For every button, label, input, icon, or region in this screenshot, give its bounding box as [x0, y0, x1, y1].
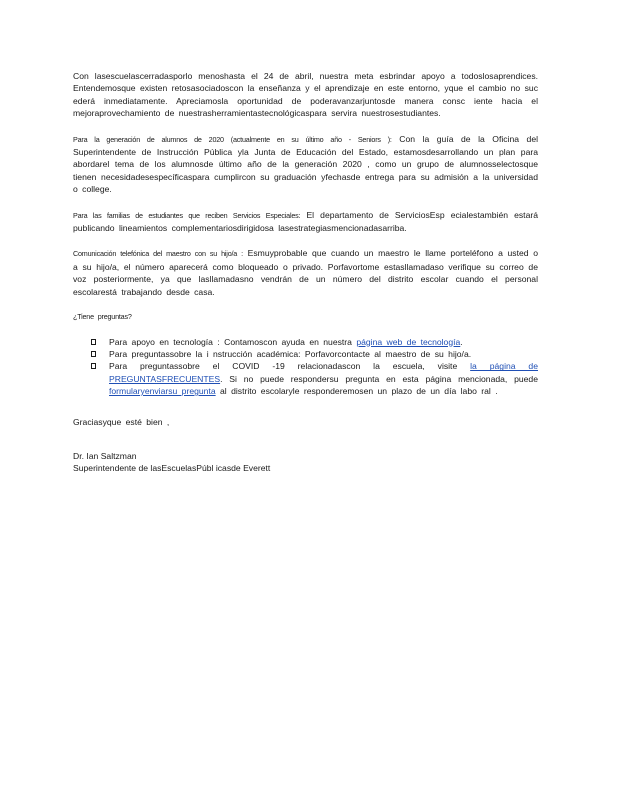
- phone-paragraph: [73, 247, 538, 298]
- intro-paragraph: Con lasescuelascerradasporlo menoshasta el 24 de abril, nuestra meta esbrindar apoyo a todoslosaprendices. Entendemosque existen retosasociadoscon la enseñanza y el aprendizaje en este entorno, yque el cambio no suc ederá inmediatamente. Apreciamosla oportunidad de poderavanzarjuntosde manera consc iente hacia el mejoraprovechamiento de nuestrasherramientastecnológicaspara servira nuestrosestudiantes.: [73, 71, 538, 119]
- submit-question-link[interactable]: formularyenviarsu pregunta: [109, 386, 216, 397]
- list-item: Para preguntassobre el COVID -19 relacionadascon la escuela, visite la página de PREGUNTASFRECUENTES. Si no puede respondersu pregunta en esta página mencionada, puede formularyenviarsu pregunta al distrito escolaryle responderemosen un plazo de un día labo ral .: [73, 360, 538, 397]
- list-item: Para apoyo en tecnología : Contamoscon ayuda en nuestra página web de tecnología.: [73, 336, 538, 348]
- questions-heading: ¿Tiene preguntas?: [73, 312, 132, 322]
- checkbox-bullet-icon: [91, 351, 96, 357]
- seniors-text: Con la guía de la Oficina del Superintendente de Instrucción Pública yla Junta de Educación del Estado, estamosdesarrollando un plan para abordarel tema de los alumnosde último año de la generación 2020 , como un grupo de alumnosselectosque tienen necesidadesespecíficaspara cumplircon su graduación yfechasde entrega para su admisión a la universidad o college.: [73, 133, 539, 195]
- questions-list: [73, 336, 538, 398]
- signature-name: Dr. Ian Saltzman: [73, 450, 137, 461]
- special-services-paragraph: [73, 209, 538, 235]
- covid-text: Para preguntassobre el COVID -19 relacionadascon la escuela, visite: [109, 361, 458, 372]
- faq-page-link[interactable]: la página de PREGUNTASFRECUENTES: [109, 361, 538, 384]
- list-item: [73, 348, 538, 360]
- seniors-label: Para la generación de alumnos de 2020 (actualmente en su último año - Seniors ):: [73, 134, 392, 144]
- tech-support-text: Para apoyo en tecnología : Contamoscon ayuda en nuestra: [109, 336, 352, 347]
- phone-text: Esmuyprobable que cuando un maestro le llame porteléfono a usted o a su hijo/a, el número aparecerá como bloqueado o privado. Porfavortome estasllamadaso verifique su correo de voz posteriormente, ya que lasllamadasno vendrán de un número del distrito escolar cuando el personal escolarestá trabajando desde casa.: [73, 248, 538, 297]
- closing-line: Graciasyque esté bien ,: [73, 416, 170, 427]
- signature-block: [73, 450, 538, 475]
- special-services-label: Para las familias de estudiantes que reciben Servicios Especiales:: [73, 210, 301, 220]
- special-services-text: El departamento de ServiciosEsp ecialestambién estará publicando lineamientos complementariosdirigidosa lasestrategiasmencionadasarriba.: [73, 209, 538, 234]
- signature-title: Superintendente de lasEscuelasPúbl icasde Everett: [73, 463, 271, 474]
- tech-page-link[interactable]: página web de tecnología: [356, 336, 461, 347]
- checkbox-bullet-icon: [91, 363, 96, 369]
- seniors-paragraph: [73, 133, 538, 196]
- checkbox-bullet-icon: [91, 339, 96, 345]
- phone-label: Comunicación telefónica del maestro con su hijo/a :: [73, 249, 243, 259]
- instruction-text: Para preguntassobre la i nstrucción académica: Porfavorcontacte al maestro de su hijo/a.: [109, 348, 472, 359]
- letter-body: [73, 70, 538, 475]
